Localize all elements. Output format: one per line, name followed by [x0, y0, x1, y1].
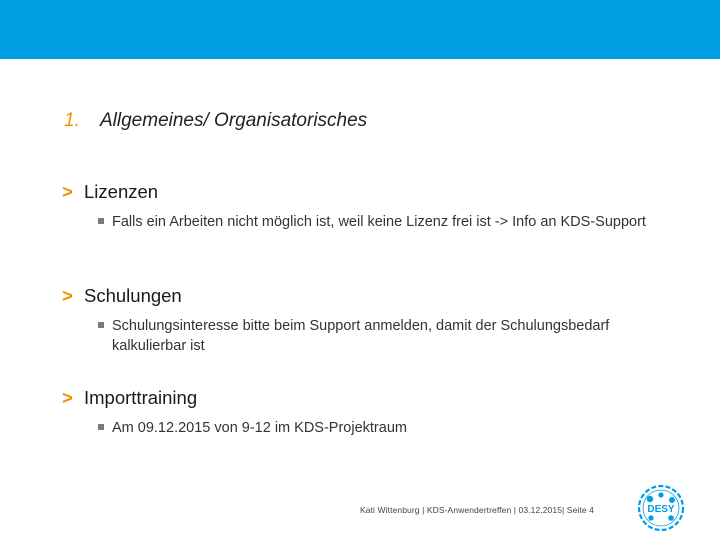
- chevron-right-icon: >: [62, 387, 73, 408]
- top-banner: [0, 0, 720, 59]
- section-title-text: Schulungen: [84, 285, 182, 306]
- heading-text: Allgemeines/ Organisatorisches: [100, 110, 368, 131]
- slide-heading: [64, 110, 367, 132]
- section-title-text: Importtraining: [84, 387, 198, 408]
- logo-text: DESY: [647, 504, 675, 515]
- square-bullet-icon: [98, 424, 104, 430]
- square-bullet-icon: [98, 218, 104, 224]
- bullet-item: [98, 316, 662, 356]
- bullet-text: Am 09.12.2015 von 9-12 im KDS-Projektraum: [112, 420, 407, 436]
- section-title: [62, 285, 662, 307]
- square-bullet-icon: [98, 322, 104, 328]
- bullet-text: Falls ein Arbeiten nicht möglich ist, weil keine Lizenz frei ist -> Info an KDS-Support: [112, 214, 646, 230]
- chevron-right-icon: >: [62, 285, 73, 306]
- bullet-item: [98, 212, 662, 232]
- section-title-text: Lizenzen: [84, 181, 159, 202]
- bullet-text: Schulungsinteresse bitte beim Support anmelden, damit der Schulungsbedarf kalkulierbar ist: [112, 318, 610, 354]
- heading-number: 1.: [64, 110, 80, 131]
- bullet-item: [98, 418, 662, 438]
- section-importtraining: [62, 387, 662, 438]
- section-lizenzen: [62, 181, 662, 232]
- desy-logo: [636, 483, 686, 533]
- section-title: [62, 387, 662, 409]
- slide-footer: Kati Wittenburg | KDS-Anwendertreffen | 03.12.2015| Seite 4: [360, 505, 594, 515]
- section-schulungen: [62, 285, 662, 356]
- chevron-right-icon: >: [62, 181, 73, 202]
- section-title: [62, 181, 662, 203]
